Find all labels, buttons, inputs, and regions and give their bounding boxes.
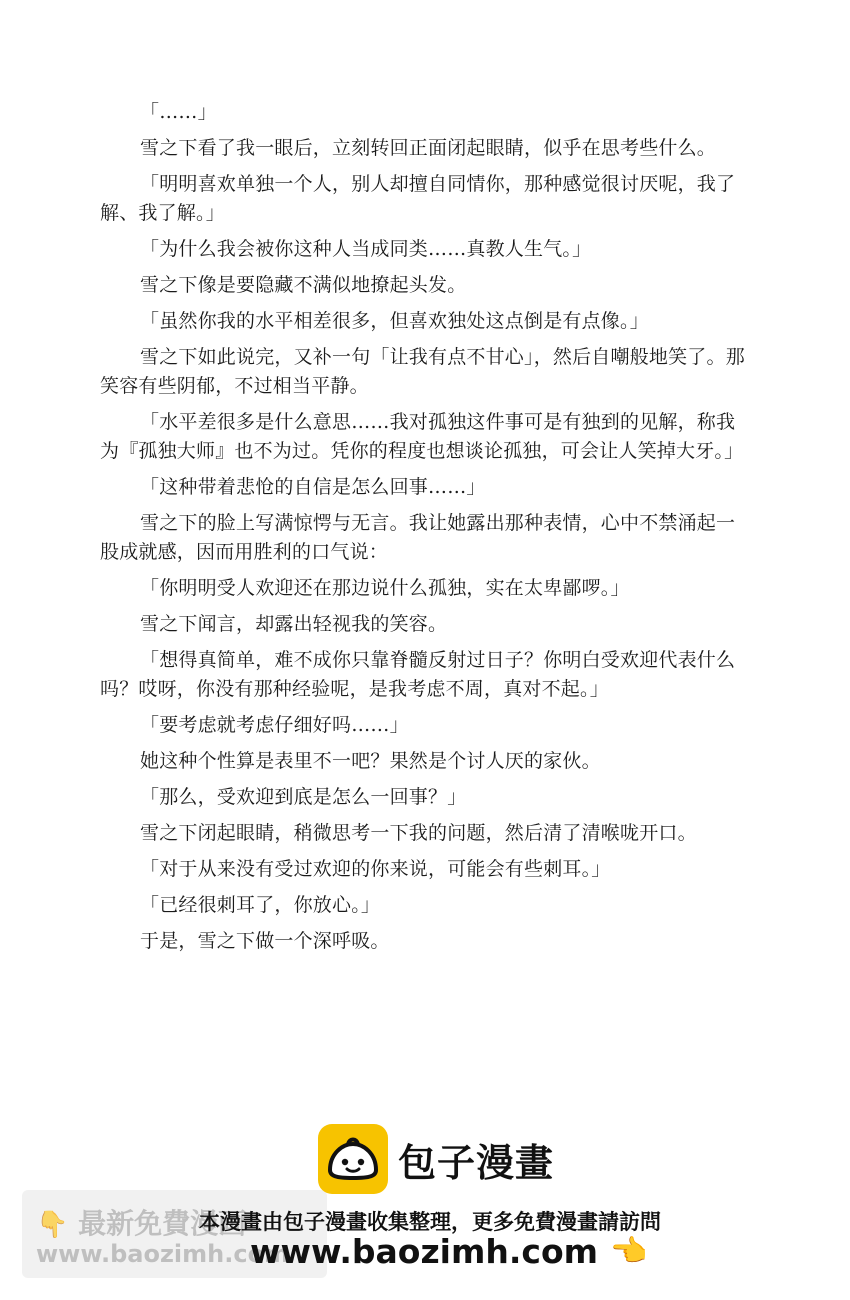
hand-down-icon: 👇 bbox=[36, 1210, 69, 1240]
paragraph: 「那么，受欢迎到底是怎么一回事？」 bbox=[140, 786, 467, 808]
bun-icon bbox=[318, 1124, 388, 1194]
site-logo[interactable] bbox=[318, 1124, 554, 1194]
paragraph: 于是，雪之下做一个深呼吸。 bbox=[140, 930, 390, 952]
paragraph: 「明明喜欢单独一个人，别人却擅自同情你，那种感觉很讨厌呢，我了解、我了解。」 bbox=[100, 173, 736, 224]
paragraph: 雪之下的脸上写满惊愕与无言。我让她露出那种表情，心中不禁涌起一股成就感，因而用胜利的口气说： bbox=[100, 512, 736, 563]
paragraph: 「……」 bbox=[140, 101, 217, 123]
paragraph: 「已经很刺耳了，你放心。」 bbox=[140, 894, 381, 916]
promo-text: 本漫畫由包子漫畫收集整理，更多免費漫畫請訪問 bbox=[199, 1210, 661, 1234]
paragraph: 雪之下闻言，却露出轻视我的笑容。 bbox=[140, 613, 448, 635]
paragraph: 雪之下看了我一眼后，立刻转回正面闭起眼睛，似乎在思考些什么。 bbox=[140, 137, 717, 159]
paragraph: 她这种个性算是表里不一吧？果然是个讨人厌的家伙。 bbox=[140, 750, 601, 772]
paragraph: 「水平差很多是什么意思……我对孤独这件事可是有独到的见解，称我为『孤独大师』也不为过。凭你的程度也想谈论孤独，可会让人笑掉大牙。」 bbox=[100, 411, 744, 462]
paragraph: 「这种带着悲怆的自信是怎么回事……」 bbox=[140, 476, 486, 498]
paragraph: 雪之下闭起眼睛，稍微思考一下我的问题，然后清了清喉咙开口。 bbox=[140, 822, 697, 844]
watermark-text: 最新免費漫画 bbox=[78, 1207, 247, 1240]
paragraph: 「要考虑就考虑仔细好吗……」 bbox=[140, 714, 409, 736]
paragraph: 「想得真简单，难不成你只靠脊髓反射过日子？你明白受欢迎代表什么吗？哎呀，你没有那种经验呢，是我考虑不周，真对不起。」 bbox=[100, 649, 736, 700]
watermark-url: www.baozimh.com bbox=[36, 1240, 290, 1268]
paragraph: 「你明明受人欢迎还在那边说什么孤独，实在太卑鄙啰。」 bbox=[140, 577, 630, 599]
paragraph: 「为什么我会被你这种人当成同类……真教人生气。」 bbox=[140, 238, 592, 260]
site-url-row[interactable] bbox=[250, 1232, 647, 1271]
novel-text bbox=[100, 98, 750, 963]
paragraph: 雪之下如此说完，又补一句「让我有点不甘心」，然后自嘲般地笑了。那笑容有些阴郁，不过相当平静。 bbox=[100, 346, 745, 397]
paragraph: 雪之下像是要隐藏不满似地撩起头发。 bbox=[140, 274, 467, 296]
hand-pointing-left-icon: 👈 bbox=[610, 1234, 648, 1269]
paragraph: 「虽然你我的水平相差很多，但喜欢独处这点倒是有点像。」 bbox=[140, 310, 649, 332]
site-url-link[interactable]: www.baozimh.com bbox=[250, 1232, 598, 1271]
logo-text: 包子漫畫 bbox=[398, 1140, 555, 1185]
paragraph: 「对于从来没有受过欢迎的你来说，可能会有些刺耳。」 bbox=[140, 858, 611, 880]
